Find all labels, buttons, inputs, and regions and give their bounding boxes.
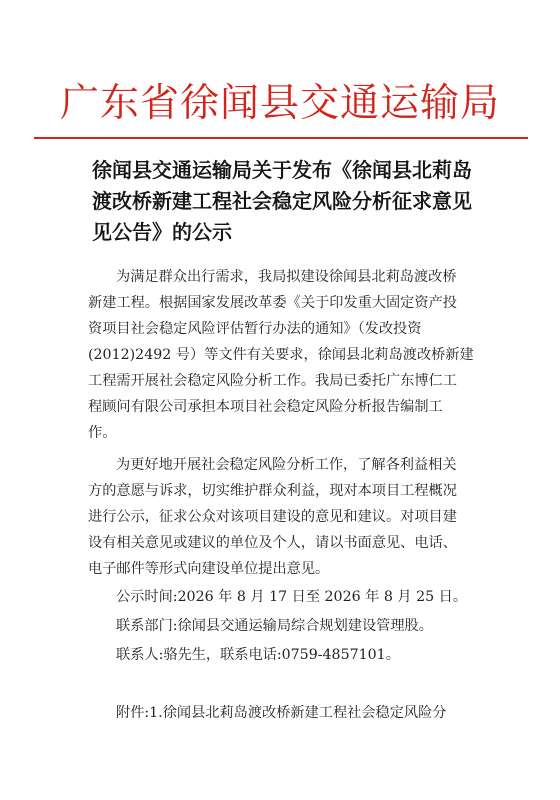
contact-department: 联系部门:徐闻县交通运输局综合规划建设管理股。	[116, 618, 433, 634]
body-line: 工程需开展社会稳定风险分析工作。我局已委托广东博仁工	[88, 373, 457, 389]
body-line: 电子邮件等形式向建设单位提出意见。	[88, 561, 330, 577]
notice-title-line: 渡改桥新建工程社会稳定风险分析征求意见	[92, 189, 472, 213]
body-line: 为满足群众出行需求，我局拟建设徐闻县北莉岛渡改桥	[116, 269, 457, 285]
notice-period: 公示时间:2026 年 8 月 17 日至 2026 年 8 月 25 日。	[116, 589, 468, 605]
paragraph-background	[88, 264, 480, 446]
notice-title-line: 徐闻县交通运输局关于发布《徐闻县北莉岛	[92, 158, 472, 182]
notice-body	[88, 264, 480, 668]
letterhead-red-rule	[34, 137, 528, 139]
body-line: (2012)2492 号）等文件有关要求，徐闻县北莉岛渡改桥新建	[88, 347, 474, 363]
body-line: 为更好地开展社会稳定风险分析工作，了解各利益相关	[116, 457, 457, 473]
body-line: 方的意愿与诉求，切实维护群众利益，现对本项目工程概况	[88, 483, 457, 499]
body-line: 设有相关意见或建议的单位及个人，请以书面意见、电话、	[88, 535, 457, 551]
attachment-line: 附件:1.徐闻县北莉岛渡改桥新建工程社会稳定风险分	[116, 705, 447, 721]
paragraph-purpose	[88, 452, 480, 582]
body-line: 进行公示，征求公众对该项目建设的意见和建议。对项目建	[88, 509, 457, 525]
body-line: 新建工程。根据国家发展改革委《关于印发重大固定资产投	[88, 295, 457, 311]
notice-title-line: 见公告》的公示	[92, 220, 232, 244]
letterhead-org-name: 广东省徐闻县交通运输局	[59, 81, 500, 126]
notice-title	[92, 155, 482, 248]
body-line: 作。	[88, 425, 117, 441]
body-line: 程顾问有限公司承担本项目社会稳定风险分析报告编制工	[88, 399, 443, 415]
body-line: 资项目社会稳定风险评估暂行办法的通知》（发改投资	[88, 321, 422, 337]
contact-person: 联系人:骆先生，联系电话:0759-4857101。	[116, 647, 400, 663]
